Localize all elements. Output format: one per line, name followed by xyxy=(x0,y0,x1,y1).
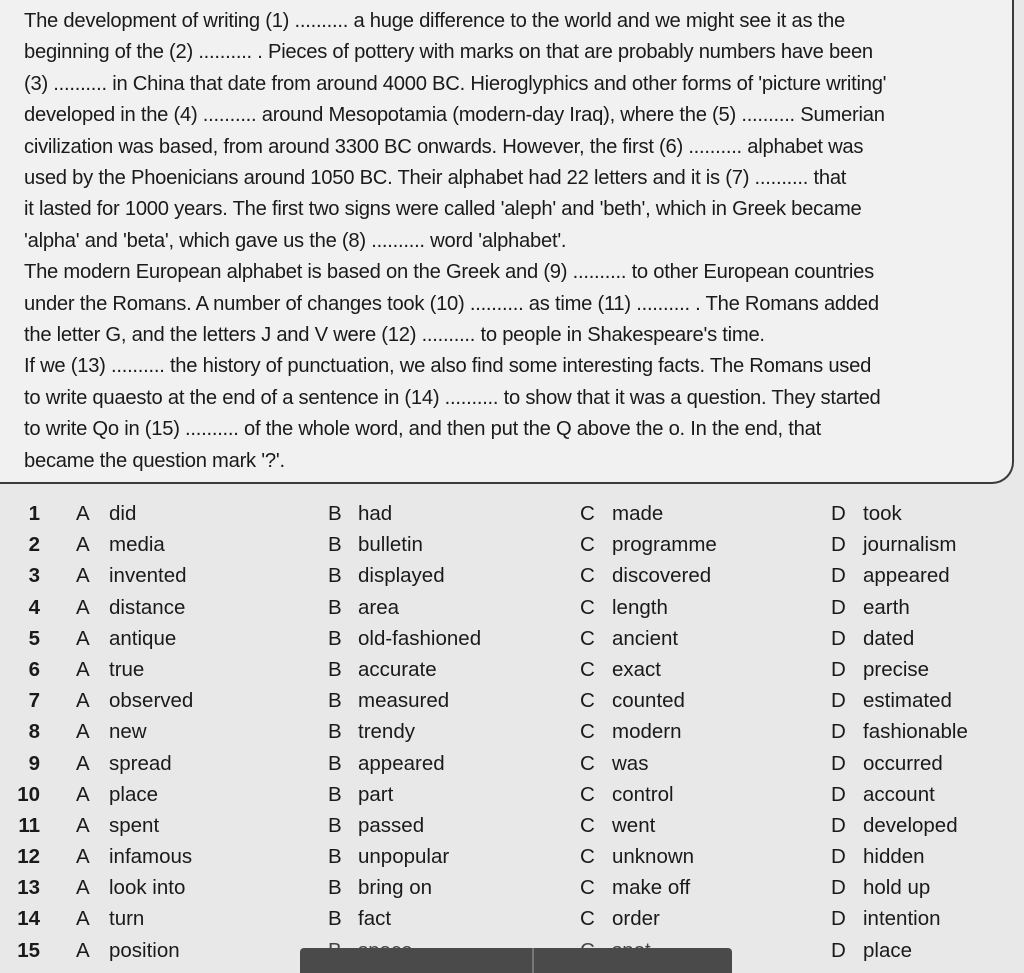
option-c-text: programme xyxy=(612,533,717,557)
option-d-letter: D xyxy=(831,626,846,650)
option-a-text: antique xyxy=(109,626,177,650)
option-a-text: distance xyxy=(109,595,186,619)
option-d-text: occurred xyxy=(863,751,943,775)
option-a-text: media xyxy=(109,533,165,557)
question-number: 4 xyxy=(28,595,40,619)
option-row xyxy=(0,876,1024,907)
question-number: 2 xyxy=(28,533,40,557)
option-d-letter: D xyxy=(831,720,846,744)
option-a-letter: A xyxy=(76,595,90,619)
option-a-text: place xyxy=(109,782,159,806)
option-b-letter: B xyxy=(328,907,342,931)
option-b-letter: B xyxy=(328,845,342,869)
option-a-text: true xyxy=(109,657,145,681)
option-row xyxy=(0,502,1024,533)
option-d-letter: D xyxy=(831,813,846,837)
option-d-letter: D xyxy=(831,595,846,619)
passage-line: developed in the (4) .......... around Mesopotamia (modern-day Iraq), where the (5) .......... Sumerian xyxy=(24,104,885,127)
question-number: 8 xyxy=(28,720,40,744)
option-c-text: ancient xyxy=(612,626,679,650)
option-a-letter: A xyxy=(76,626,90,650)
option-a-text: invented xyxy=(109,564,187,588)
option-b-letter: B xyxy=(328,502,342,525)
option-a-text: did xyxy=(109,502,137,525)
option-a-text: turn xyxy=(109,907,145,931)
option-d-text: took xyxy=(863,502,902,525)
option-c-letter: C xyxy=(580,845,595,869)
option-a-text: spread xyxy=(109,751,172,775)
option-d-text: earth xyxy=(863,595,910,619)
passage-line: became the question mark '?'. xyxy=(24,449,285,472)
option-row xyxy=(0,689,1024,720)
passage-line: The development of writing (1) .......... a huge difference to the world and we might see it as the xyxy=(24,10,845,32)
option-a-letter: A xyxy=(76,502,90,525)
option-a-letter: A xyxy=(76,782,90,806)
question-number: 3 xyxy=(28,564,40,588)
option-b-letter: B xyxy=(328,782,342,806)
option-d-text: appeared xyxy=(863,564,950,588)
option-d-letter: D xyxy=(831,502,846,525)
question-number: 7 xyxy=(28,689,40,713)
option-a-letter: A xyxy=(76,813,90,837)
option-b-letter: B xyxy=(328,720,342,744)
option-d-text: developed xyxy=(863,813,958,837)
option-b-letter: B xyxy=(328,813,342,837)
option-b-text: part xyxy=(358,782,394,806)
option-c-text: order xyxy=(612,907,660,931)
question-number: 13 xyxy=(17,876,40,900)
option-d-text: precise xyxy=(863,657,930,681)
passage-line: (3) .......... in China that date from around 4000 BC. Hieroglyphics and other forms of 'picture writing' xyxy=(24,72,887,95)
option-d-text: fashionable xyxy=(863,720,968,744)
option-d-letter: D xyxy=(831,533,846,557)
option-row xyxy=(0,564,1024,595)
option-a-letter: A xyxy=(76,845,90,869)
option-b-letter: B xyxy=(328,876,342,900)
option-d-letter: D xyxy=(831,751,846,775)
question-number: 5 xyxy=(28,626,40,650)
option-b-letter: B xyxy=(328,689,342,713)
option-b-text: accurate xyxy=(358,657,437,681)
question-number: 1 xyxy=(28,502,40,525)
passage-line: to write Qo in (15) .......... of the whole word, and then put the Q above the o. In the end, that xyxy=(24,418,821,441)
option-a-letter: A xyxy=(76,907,90,931)
passage-line: it lasted for 1000 years. The first two signs were called 'aleph' and 'beth', which in Greek became xyxy=(24,198,862,221)
option-row xyxy=(0,845,1024,876)
option-c-letter: C xyxy=(580,720,595,744)
option-a-text: observed xyxy=(109,689,194,713)
option-b-letter: B xyxy=(328,533,342,557)
option-c-text: made xyxy=(612,502,664,525)
option-c-text: exact xyxy=(612,657,661,681)
option-row xyxy=(0,596,1024,627)
option-a-letter: A xyxy=(76,876,90,900)
option-b-text: old-fashioned xyxy=(358,626,482,650)
passage-line: civilization was based, from around 3300 BC onwards. However, the first (6) .......... alphabet was xyxy=(24,135,864,158)
option-b-text: bring on xyxy=(358,876,433,900)
option-b-letter: B xyxy=(328,751,342,775)
option-b-text: unpopular xyxy=(358,845,450,869)
option-a-letter: A xyxy=(76,564,90,588)
option-a-text: position xyxy=(109,938,180,962)
option-c-letter: C xyxy=(580,595,595,619)
option-c-letter: C xyxy=(580,751,595,775)
overlay-bar xyxy=(300,948,732,973)
option-c-text: make off xyxy=(612,876,691,900)
question-number: 9 xyxy=(28,751,40,775)
option-d-letter: D xyxy=(831,907,846,931)
option-c-letter: C xyxy=(580,502,595,525)
option-c-text: discovered xyxy=(612,564,712,588)
option-c-text: control xyxy=(612,782,674,806)
question-number: 6 xyxy=(28,657,40,681)
option-a-text: spent xyxy=(109,813,160,837)
option-c-text: went xyxy=(612,813,656,837)
option-d-letter: D xyxy=(831,876,846,900)
option-b-text: measured xyxy=(358,689,450,713)
option-c-letter: C xyxy=(580,626,595,650)
option-d-letter: D xyxy=(831,782,846,806)
passage-line: under the Romans. A number of changes took (10) .......... as time (11) .......... . The Romans added xyxy=(24,292,879,315)
option-row xyxy=(0,907,1024,938)
option-a-letter: A xyxy=(76,657,90,681)
option-row xyxy=(0,783,1024,814)
option-a-letter: A xyxy=(76,720,90,744)
option-row xyxy=(0,533,1024,564)
option-c-letter: C xyxy=(580,657,595,681)
option-d-text: hold up xyxy=(863,876,931,900)
option-d-letter: D xyxy=(831,938,846,962)
option-d-text: hidden xyxy=(863,845,925,869)
option-b-letter: B xyxy=(328,564,342,588)
option-b-text: had xyxy=(358,502,393,525)
option-row xyxy=(0,658,1024,689)
overlay-divider xyxy=(532,948,534,973)
passage-line: used by the Phoenicians around 1050 BC. Their alphabet had 22 letters and it is (7) .......... that xyxy=(24,167,847,190)
passage-line: The modern European alphabet is based on the Greek and (9) .......... to other European countries xyxy=(24,261,874,284)
option-a-text: look into xyxy=(109,876,186,900)
option-d-text: account xyxy=(863,782,935,806)
passage-line: to write quaesto at the end of a sentence in (14) .......... to show that it was a question. They started xyxy=(24,386,881,409)
option-d-text: dated xyxy=(863,626,915,650)
option-row xyxy=(0,720,1024,751)
option-b-text: area xyxy=(358,595,400,619)
option-a-letter: A xyxy=(76,689,90,713)
option-a-letter: A xyxy=(76,751,90,775)
option-row xyxy=(0,627,1024,658)
option-c-text: modern xyxy=(612,720,682,744)
option-b-text: trendy xyxy=(358,720,415,744)
option-row xyxy=(0,752,1024,783)
passage-line: 'alpha' and 'beta', which gave us the (8) .......... word 'alphabet'. xyxy=(24,229,567,252)
option-d-text: estimated xyxy=(863,689,952,713)
option-c-letter: C xyxy=(580,689,595,713)
option-c-letter: C xyxy=(580,782,595,806)
option-c-text: counted xyxy=(612,689,685,713)
option-b-text: fact xyxy=(358,907,392,931)
option-d-letter: D xyxy=(831,845,846,869)
passage-line: If we (13) .......... the history of punctuation, we also find some interesting facts. The Romans used xyxy=(24,355,872,378)
option-d-letter: D xyxy=(831,657,846,681)
option-b-text: passed xyxy=(358,813,425,837)
question-number: 12 xyxy=(17,845,40,869)
option-b-text: appeared xyxy=(358,751,445,775)
option-b-letter: B xyxy=(328,657,342,681)
option-c-text: unknown xyxy=(612,845,695,869)
option-d-letter: D xyxy=(831,564,846,588)
option-c-letter: C xyxy=(580,813,595,837)
option-d-text: place xyxy=(863,938,913,962)
option-c-letter: C xyxy=(580,907,595,931)
option-c-letter: C xyxy=(580,564,595,588)
question-number: 11 xyxy=(18,813,40,837)
passage-box xyxy=(0,0,1014,484)
options-list xyxy=(0,502,1024,970)
option-c-letter: C xyxy=(580,533,595,557)
question-number: 14 xyxy=(17,907,40,931)
passage-line: beginning of the (2) .......... . Pieces of pottery with marks on that are probably numbers have been xyxy=(24,41,873,64)
option-b-text: bulletin xyxy=(358,533,423,557)
option-d-letter: D xyxy=(831,689,846,713)
question-number: 15 xyxy=(17,938,40,962)
option-c-text: was xyxy=(612,751,649,775)
option-a-letter: A xyxy=(76,533,90,557)
passage-line: the letter G, and the letters J and V were (12) .......... to people in Shakespeare's time. xyxy=(24,324,765,347)
option-c-text: length xyxy=(612,595,668,619)
option-b-text: displayed xyxy=(358,564,445,588)
option-b-letter: B xyxy=(328,595,342,619)
option-a-letter: A xyxy=(76,938,90,962)
option-b-letter: B xyxy=(328,626,342,650)
option-d-text: intention xyxy=(863,907,941,931)
option-a-text: infamous xyxy=(109,845,193,869)
question-number: 10 xyxy=(17,782,40,806)
option-d-text: journalism xyxy=(863,533,957,557)
option-row xyxy=(0,814,1024,845)
option-a-text: new xyxy=(109,720,147,744)
option-c-letter: C xyxy=(580,876,595,900)
